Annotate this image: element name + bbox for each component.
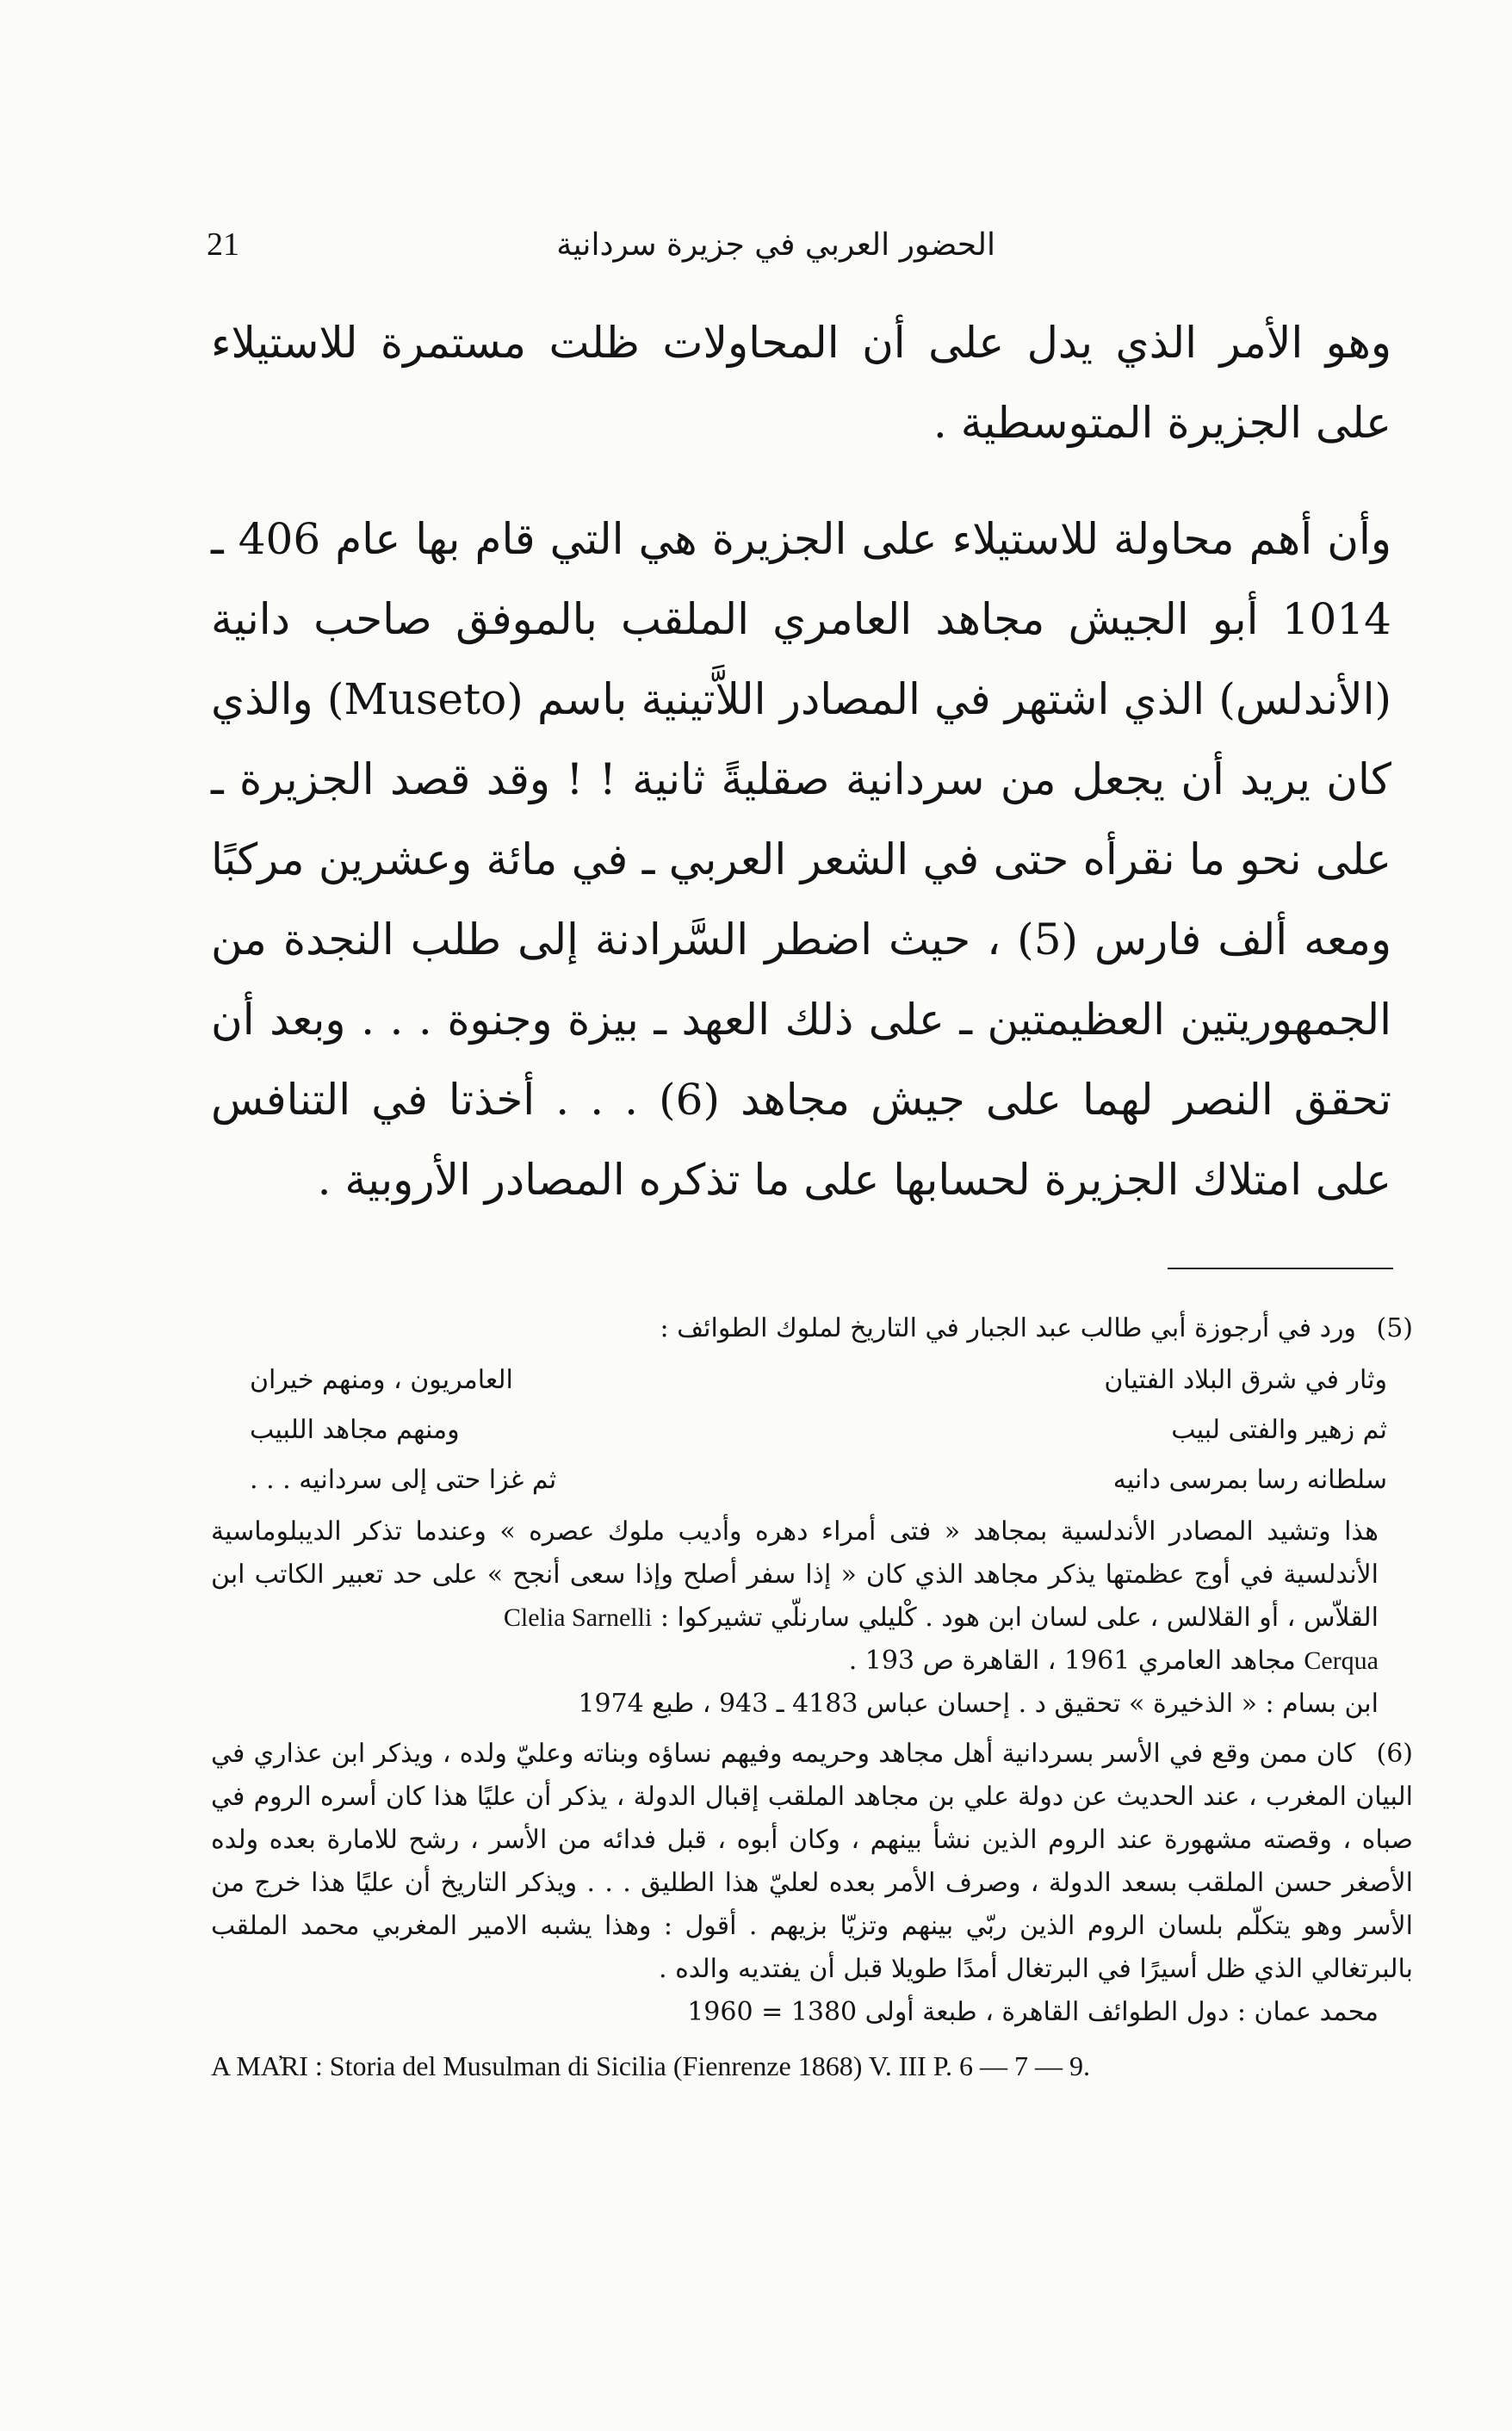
footnote-separator bbox=[1168, 1268, 1393, 1269]
footnote-text: مجاهد العامري 1961 ، القاهرة ص 193 . bbox=[848, 1646, 1296, 1676]
footnote-text: ابن بسام : « الذخيرة » تحقيق د . إحسان عباس 4183 ـ 943 ، طبع 1974 bbox=[578, 1689, 1379, 1719]
footnotes bbox=[211, 1307, 1413, 2087]
footnote-5-source bbox=[211, 1683, 1413, 1726]
page-header bbox=[207, 217, 1400, 272]
footnote-marker: (6) bbox=[1376, 1739, 1413, 1769]
paragraph: وأن أهم محاولة للاستيلاء على الجزيرة هي التي قام بها عام 406 ـ 1014 أبو الجيش مجاهد العامري الملقب بالموفق صاحب دانية (الأندلس) الذي اشتهر في المصادر اللاَّتينية باسم (Museto) والذي كان يريد أن يجعل من سردانية صقليةً ثانية ! ! وقد قصد الجزيرة ـ على نحو ما نقرأه حتى في الشعر العربي ـ في مائة وعشرين مركبًا ومعه ألف فارس (5) ، حيث اضطر السَّرادنة إلى طلب النجدة من الجمهوريتين العظيمتين ـ على ذلك العهد ـ بيزة وجنوة . . . وبعد أن تحقق النصر لهما على جيش مجاهد (6) . . . أخذتا في التنافس على امتلاك الجزيرة لحسابها على ما تذكره المصادر الأروبية . bbox=[211, 514, 1391, 1205]
footnote-5-intro bbox=[211, 1307, 1413, 1350]
running-title: الحضور العربي في جزيرة سردانية bbox=[556, 226, 995, 263]
paragraph: وهو الأمر الذي يدل على أن المحاولات ظلت مستمرة للاستيلاء على الجزيرة المتوسطية . bbox=[211, 318, 1391, 448]
main-text bbox=[211, 303, 1391, 1220]
author-surname-latin: Cerqua bbox=[1304, 1647, 1379, 1675]
hemistich-right: سلطانه رسا بمرسى دانيه bbox=[1112, 1465, 1387, 1495]
footnote-6 bbox=[211, 1733, 1413, 1991]
hemistich-right: وثار في شرق البلاد الفتيان bbox=[1104, 1365, 1387, 1395]
hemistich-right: ثم زهير والفتى لبيب bbox=[1171, 1415, 1387, 1445]
footnote-text: هذا وتشيد المصادر الأندلسية بمجاهد « فتى أمراء دهره وأديب ملوك عصره » وعندما تذكر الديبلوماسية الأندلسية في أوج عظمتها يذكر مجاهد الذي كان « إذا سفر أصلح وإذا سعى أنجح » على حد تعبير الكاتب ابن القلاّس ، أو القلالس ، على لسان ابن هود . كْليلي سارنلّي تشيركوا : bbox=[211, 1516, 1379, 1633]
poem bbox=[250, 1355, 1387, 1505]
footnote-5-reference bbox=[211, 1640, 1413, 1683]
footnote-text: ورد في أرجوزة أبي طالب عبد الجبار في التاريخ لملوك الطوائف : bbox=[660, 1313, 1356, 1343]
page-number: 21 bbox=[207, 226, 239, 263]
footnote-5-commentary bbox=[211, 1510, 1413, 1640]
footnote-text: محمد عمان : دول الطوائف القاهرة ، طبعة أولى 1380 = 1960 bbox=[687, 1997, 1379, 2027]
poem-verse bbox=[250, 1405, 1387, 1455]
poem-verse bbox=[250, 1355, 1387, 1405]
hemistich-left: ومنهم مجاهد اللبيب bbox=[250, 1415, 460, 1445]
author-name-latin: Clelia Sarnelli bbox=[503, 1603, 653, 1632]
hemistich-left: ثم غزا حتى إلى سردانيه . . . bbox=[250, 1465, 557, 1495]
footnote-text: كان ممن وقع في الأسر بسردانية أهل مجاهد وحريمه وفيهم نساؤه وبناته وعليّ ولده ، ويذكر ابن عذاري في البيان المغرب ، عند الحديث عن دولة علي بن مجاهد الملقب إقبال الدولة ، يذكر أن عليًا هذا كان أسره الروم في صباه ، وقصته مشهورة عند الروم الذين نشأ بينهم ، وكان أبوه ، قبل فدائه من الأسر ، رشح للامارة بعده ولده الأصغر حسن الملقب بسعد الدولة ، وصرف الأمر بعده لعليّ هذا الطليق . . . ويذكر التاريخ أن عليًا هذا خرج من الأسر وهو يتكلّم بلسان الروم الذين ربّي بينهم وتزيّا بزيهم . أقول : وهذا يشبه الامير المغربي محمد الملقب بالبرتغالي الذي ظل أسيرًا في البرتغال أمدًا طويلا قبل أن يفتديه والده . bbox=[211, 1739, 1413, 1984]
poem-verse bbox=[250, 1455, 1387, 1505]
latin-reference: A MA̓RI : Storia del Musulman di Sicilia (Fienrenze 1868) V. III P. 6 — 7 — 9. bbox=[211, 2050, 1090, 2081]
hemistich-left: العامريون ، ومنهم خيران bbox=[250, 1365, 513, 1395]
footnote-marker: (5) bbox=[1376, 1313, 1413, 1343]
footnote-6-reference bbox=[211, 1991, 1413, 2034]
